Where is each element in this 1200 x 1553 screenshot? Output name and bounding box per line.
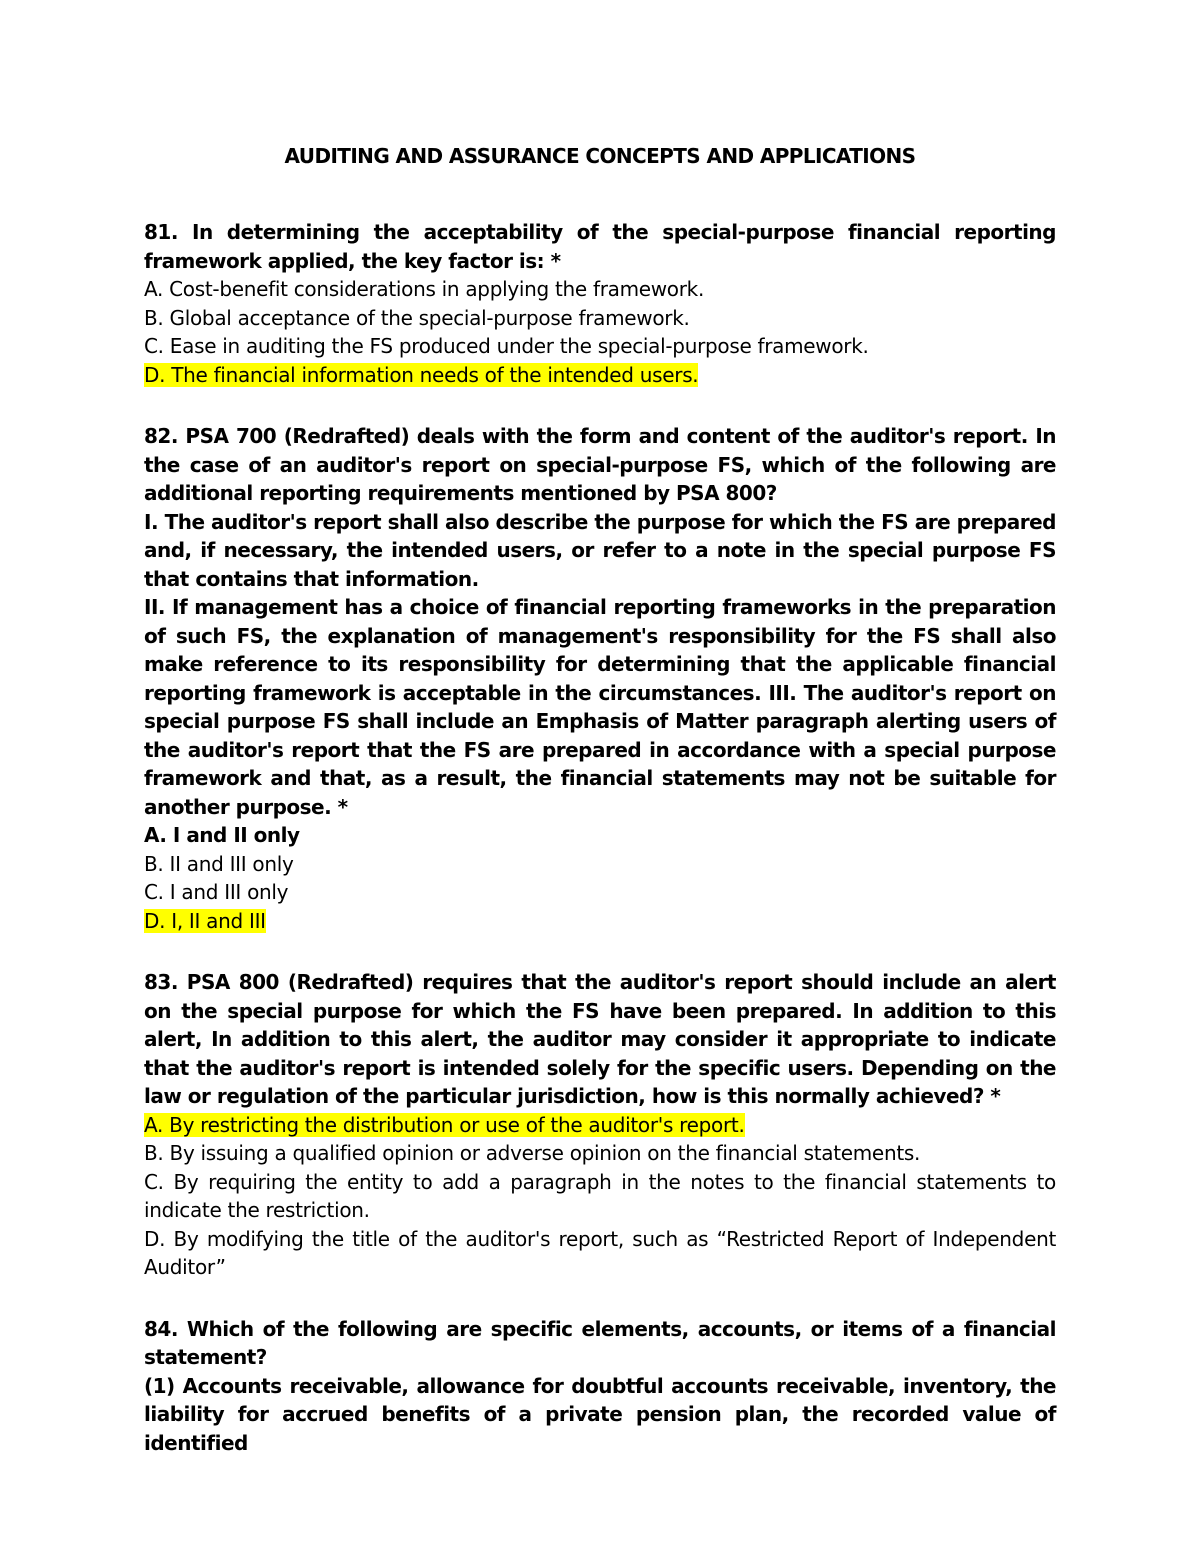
question-stem: 83. PSA 800 (Redrafted) requires that the auditor's report should include an alert on the special purpose for which the FS have been prepared. In addition to this alert, In addition to this alert, the auditor may consider it appropriate to indicate that the auditor's report is intended solely for the specific users. Depending on the law or regulation of the particular jurisdiction, how is this normally achieved? *: [144, 970, 1056, 1108]
option-b: B. By issuing a qualified opinion or adverse opinion on the financial statements.: [144, 1141, 921, 1165]
question-81: [144, 218, 1056, 389]
question-83: [144, 968, 1056, 1282]
question-84: [144, 1315, 1056, 1458]
option-a: [144, 1111, 1056, 1140]
option-b: B. Global acceptance of the special-purpose framework.: [144, 305, 690, 330]
highlighted-answer: D. The financial information needs of the intended users.: [144, 362, 699, 387]
option-c: C. By requiring the entity to add a paragraph in the notes to the financial statements to indicate the restriction.: [144, 1169, 1056, 1222]
statement-1: (1) Accounts receivable, allowance for doubtful accounts receivable, inventory, the liability for accrued benefits of a private pension plan, the recorded value of identified: [144, 1373, 1056, 1455]
option-c: C. Ease in auditing the FS produced under the special-purpose framework.: [144, 334, 869, 358]
question-82: [144, 422, 1056, 935]
option-a: A. Cost-benefit considerations in applying the framework.: [144, 277, 705, 301]
option-a: A. I and II only: [144, 823, 300, 847]
option-d: [144, 361, 1056, 390]
question-stem: 84. Which of the following are specific elements, accounts, or items of a financial statement?: [144, 1316, 1056, 1369]
highlighted-answer: A. By restricting the distribution or use of the auditor's report.: [144, 1112, 745, 1137]
option-b: B. II and III only: [144, 851, 294, 876]
document-title: AUDITING AND ASSURANCE CONCEPTS AND APPLICATIONS: [284, 144, 916, 168]
option-c: C. I and III only: [144, 880, 289, 904]
document-page: [144, 142, 1056, 1490]
question-stem: 81. In determining the acceptability of the special-purpose financial reporting framework applied, the key factor is: *: [144, 220, 1056, 273]
statement-ii-iii: II. If management has a choice of financial reporting frameworks in the preparation of such FS, the explanation of management's responsibility for the FS shall also make reference to its responsibility for determining that the applicable financial reporting framework is acceptable in the circumstances. III. The auditor's report on special purpose FS shall include an Emphasis of Matter paragraph alerting users of the auditor's report that the FS are prepared in accordance with a special purpose framework and that, as a result, the financial statements may not be suitable for another purpose. *: [144, 595, 1056, 819]
option-d: D. By modifying the title of the auditor's report, such as “Restricted Report of Independent Auditor”: [144, 1226, 1056, 1279]
question-stem: 82. PSA 700 (Redrafted) deals with the form and content of the auditor's report. In the case of an auditor's report on special-purpose FS, which of the following are additional reporting requirements mentioned by PSA 800?: [144, 424, 1056, 505]
highlighted-answer: D. I, II and III: [144, 908, 266, 933]
statement-i: I. The auditor's report shall also describe the purpose for which the FS are prepared and, if necessary, the intended users, or refer to a note in the special purpose FS that contains that information.: [144, 509, 1056, 591]
option-d: [144, 907, 1056, 936]
